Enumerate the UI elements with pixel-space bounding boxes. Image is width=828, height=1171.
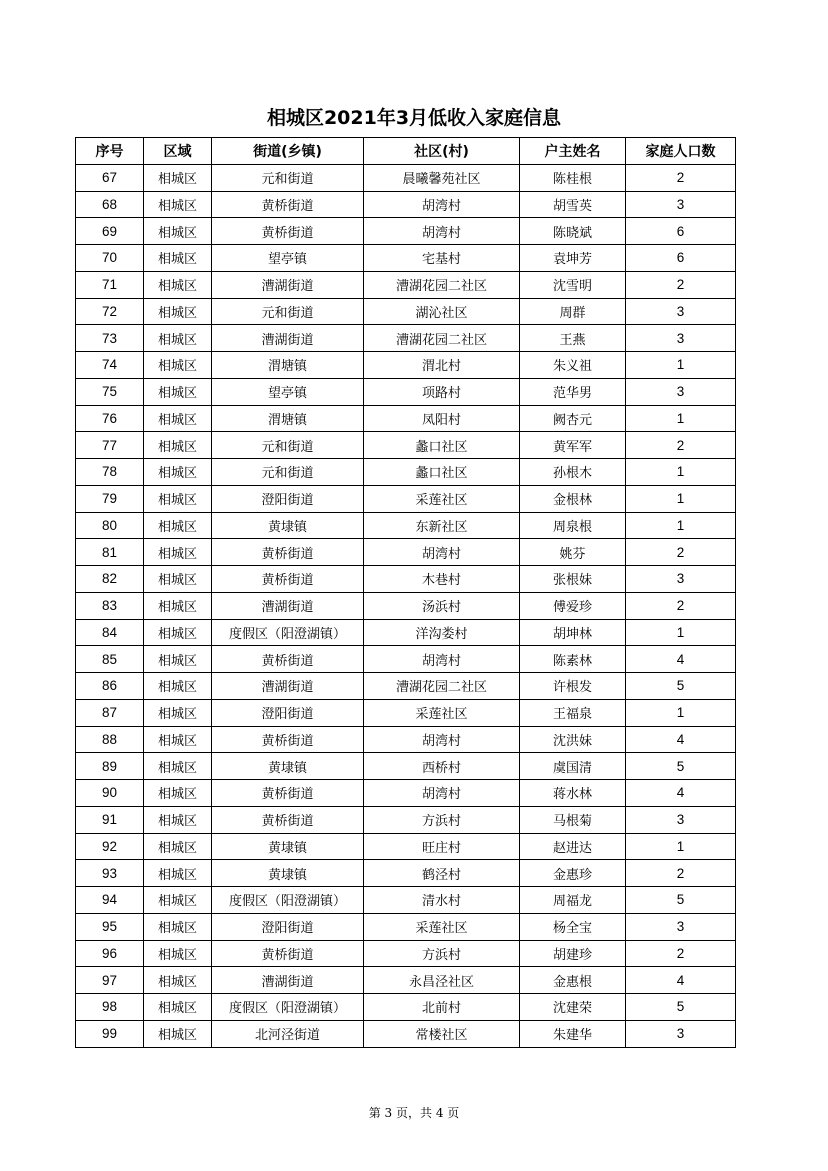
cell-family-size: 4 [626,780,736,807]
cell-family-size: 3 [626,378,736,405]
cell-householder: 袁坤芳 [520,245,626,272]
cell-householder: 金惠根 [520,967,626,994]
cell-serial: 99 [76,1020,144,1047]
cell-community: 漕湖花园二社区 [364,673,520,700]
cell-region: 相城区 [144,699,212,726]
cell-householder: 蒋水林 [520,780,626,807]
cell-community: 胡湾村 [364,726,520,753]
cell-householder: 金根林 [520,485,626,512]
table-row [76,753,736,780]
cell-street: 漕湖街道 [212,673,364,700]
table-row [76,566,736,593]
cell-family-size: 2 [626,271,736,298]
cell-householder: 姚芬 [520,539,626,566]
cell-family-size: 3 [626,806,736,833]
cell-community: 方浜村 [364,940,520,967]
cell-street: 漕湖街道 [212,271,364,298]
cell-serial: 97 [76,967,144,994]
cell-region: 相城区 [144,619,212,646]
cell-family-size: 3 [626,298,736,325]
cell-community: 北前村 [364,994,520,1021]
cell-householder: 阙杏元 [520,405,626,432]
cell-region: 相城区 [144,860,212,887]
cell-community: 胡湾村 [364,539,520,566]
cell-community: 胡湾村 [364,780,520,807]
cell-community: 胡湾村 [364,218,520,245]
cell-street: 度假区（阳澄湖镇） [212,619,364,646]
header-family-size: 家庭人口数 [626,138,736,165]
table-body [76,164,736,1047]
cell-community: 凤阳村 [364,405,520,432]
table-row [76,592,736,619]
cell-street: 澄阳街道 [212,699,364,726]
cell-serial: 94 [76,887,144,914]
cell-region: 相城区 [144,405,212,432]
cell-family-size: 1 [626,405,736,432]
cell-householder: 许根发 [520,673,626,700]
header-street: 街道(乡镇) [212,138,364,165]
cell-householder: 胡建珍 [520,940,626,967]
table-row [76,459,736,486]
cell-serial: 71 [76,271,144,298]
cell-family-size: 4 [626,646,736,673]
cell-serial: 83 [76,592,144,619]
cell-community: 清水村 [364,887,520,914]
cell-community: 漕湖花园二社区 [364,271,520,298]
table-row [76,699,736,726]
cell-street: 漕湖街道 [212,325,364,352]
cell-region: 相城区 [144,485,212,512]
cell-region: 相城区 [144,539,212,566]
cell-street: 黄埭镇 [212,833,364,860]
table-row [76,833,736,860]
cell-family-size: 1 [626,512,736,539]
table-row [76,298,736,325]
table-row [76,218,736,245]
table-row [76,967,736,994]
cell-community: 湖沁社区 [364,298,520,325]
table-header [76,138,736,165]
cell-street: 望亭镇 [212,245,364,272]
table-row [76,245,736,272]
cell-street: 渭塘镇 [212,405,364,432]
cell-street: 元和街道 [212,432,364,459]
cell-street: 望亭镇 [212,378,364,405]
cell-householder: 胡坤林 [520,619,626,646]
cell-family-size: 5 [626,673,736,700]
cell-street: 元和街道 [212,164,364,191]
table-row [76,325,736,352]
table-row [76,352,736,379]
cell-region: 相城区 [144,1020,212,1047]
cell-community: 项路村 [364,378,520,405]
table-row [76,994,736,1021]
cell-street: 渭塘镇 [212,352,364,379]
cell-family-size: 2 [626,592,736,619]
table-row [76,164,736,191]
cell-region: 相城区 [144,994,212,1021]
cell-community: 采莲社区 [364,485,520,512]
table-row [76,432,736,459]
cell-serial: 77 [76,432,144,459]
table-row [76,913,736,940]
cell-region: 相城区 [144,967,212,994]
cell-serial: 81 [76,539,144,566]
page-title: 相城区2021年3月低收入家庭信息 [266,107,562,129]
cell-serial: 75 [76,378,144,405]
cell-serial: 70 [76,245,144,272]
cell-family-size: 1 [626,619,736,646]
cell-serial: 67 [76,164,144,191]
table-row [76,673,736,700]
cell-community: 晨曦馨苑社区 [364,164,520,191]
cell-serial: 92 [76,833,144,860]
cell-family-size: 3 [626,191,736,218]
cell-householder: 沈洪妹 [520,726,626,753]
cell-serial: 76 [76,405,144,432]
cell-street: 黄桥街道 [212,539,364,566]
cell-region: 相城区 [144,833,212,860]
cell-street: 元和街道 [212,459,364,486]
cell-serial: 73 [76,325,144,352]
cell-region: 相城区 [144,378,212,405]
cell-community: 蠡口社区 [364,459,520,486]
cell-householder: 陈素林 [520,646,626,673]
cell-family-size: 2 [626,860,736,887]
cell-householder: 王福泉 [520,699,626,726]
cell-family-size: 6 [626,245,736,272]
cell-serial: 74 [76,352,144,379]
cell-householder: 赵进达 [520,833,626,860]
table-row [76,806,736,833]
cell-family-size: 6 [626,218,736,245]
cell-community: 东新社区 [364,512,520,539]
cell-street: 黄桥街道 [212,806,364,833]
cell-householder: 胡雪英 [520,191,626,218]
cell-serial: 98 [76,994,144,1021]
cell-family-size: 3 [626,913,736,940]
cell-serial: 96 [76,940,144,967]
cell-householder: 杨全宝 [520,913,626,940]
table-row [76,191,736,218]
table-row [76,485,736,512]
cell-community: 旺庄村 [364,833,520,860]
cell-region: 相城区 [144,592,212,619]
cell-householder: 马根菊 [520,806,626,833]
cell-street: 北河泾街道 [212,1020,364,1047]
table-row [76,646,736,673]
cell-serial: 90 [76,780,144,807]
table-row [76,860,736,887]
cell-region: 相城区 [144,673,212,700]
cell-householder: 孙根木 [520,459,626,486]
header-serial: 序号 [76,138,144,165]
cell-region: 相城区 [144,245,212,272]
cell-community: 胡湾村 [364,191,520,218]
cell-region: 相城区 [144,191,212,218]
cell-community: 洋沟娄村 [364,619,520,646]
cell-community: 汤浜村 [364,592,520,619]
cell-householder: 朱建华 [520,1020,626,1047]
table-row [76,726,736,753]
cell-serial: 78 [76,459,144,486]
cell-street: 澄阳街道 [212,485,364,512]
cell-region: 相城区 [144,325,212,352]
cell-family-size: 5 [626,887,736,914]
header-row [76,138,736,165]
cell-street: 黄桥街道 [212,566,364,593]
cell-region: 相城区 [144,913,212,940]
cell-serial: 79 [76,485,144,512]
table-row [76,887,736,914]
cell-community: 采莲社区 [364,699,520,726]
cell-serial: 87 [76,699,144,726]
page-footer: 第 3 页，共 4 页 [368,1106,460,1120]
cell-serial: 88 [76,726,144,753]
cell-region: 相城区 [144,164,212,191]
cell-householder: 周福龙 [520,887,626,914]
cell-street: 元和街道 [212,298,364,325]
cell-street: 度假区（阳澄湖镇） [212,887,364,914]
cell-community: 永昌泾社区 [364,967,520,994]
cell-serial: 72 [76,298,144,325]
cell-region: 相城区 [144,298,212,325]
cell-householder: 周群 [520,298,626,325]
table-row [76,780,736,807]
cell-householder: 沈建荣 [520,994,626,1021]
cell-community: 渭北村 [364,352,520,379]
cell-community: 漕湖花园二社区 [364,325,520,352]
cell-family-size: 1 [626,352,736,379]
table-row [76,539,736,566]
cell-community: 西桥村 [364,753,520,780]
cell-community: 木巷村 [364,566,520,593]
cell-region: 相城区 [144,726,212,753]
cell-serial: 91 [76,806,144,833]
cell-region: 相城区 [144,940,212,967]
cell-family-size: 2 [626,164,736,191]
cell-street: 澄阳街道 [212,913,364,940]
cell-householder: 陈桂根 [520,164,626,191]
cell-family-size: 2 [626,539,736,566]
cell-serial: 93 [76,860,144,887]
cell-family-size: 5 [626,753,736,780]
cell-community: 鹤泾村 [364,860,520,887]
cell-family-size: 3 [626,325,736,352]
header-householder: 户主姓名 [520,138,626,165]
cell-street: 度假区（阳澄湖镇） [212,994,364,1021]
household-table [75,137,736,1048]
cell-family-size: 1 [626,833,736,860]
table-row [76,512,736,539]
cell-family-size: 3 [626,1020,736,1047]
cell-householder: 金惠珍 [520,860,626,887]
cell-region: 相城区 [144,887,212,914]
cell-region: 相城区 [144,218,212,245]
cell-serial: 80 [76,512,144,539]
table-row [76,619,736,646]
cell-community: 采莲社区 [364,913,520,940]
cell-family-size: 5 [626,994,736,1021]
cell-street: 黄桥街道 [212,780,364,807]
header-community: 社区(村) [364,138,520,165]
cell-community: 蠡口社区 [364,432,520,459]
table-row [76,1020,736,1047]
cell-street: 黄桥街道 [212,940,364,967]
cell-serial: 84 [76,619,144,646]
cell-street: 黄埭镇 [212,753,364,780]
cell-street: 黄埭镇 [212,860,364,887]
cell-region: 相城区 [144,566,212,593]
cell-family-size: 2 [626,940,736,967]
cell-region: 相城区 [144,512,212,539]
cell-region: 相城区 [144,806,212,833]
cell-street: 黄桥街道 [212,646,364,673]
cell-community: 常楼社区 [364,1020,520,1047]
cell-region: 相城区 [144,459,212,486]
cell-serial: 95 [76,913,144,940]
table-row [76,405,736,432]
cell-householder: 王燕 [520,325,626,352]
cell-serial: 82 [76,566,144,593]
cell-region: 相城区 [144,753,212,780]
cell-region: 相城区 [144,646,212,673]
cell-householder: 周泉根 [520,512,626,539]
cell-householder: 范华男 [520,378,626,405]
table-row [76,940,736,967]
cell-family-size: 2 [626,432,736,459]
cell-street: 漕湖街道 [212,967,364,994]
cell-family-size: 3 [626,566,736,593]
cell-family-size: 1 [626,485,736,512]
cell-community: 胡湾村 [364,646,520,673]
header-region: 区域 [144,138,212,165]
cell-serial: 86 [76,673,144,700]
cell-region: 相城区 [144,271,212,298]
cell-householder: 沈雪明 [520,271,626,298]
table-row [76,271,736,298]
cell-community: 方浜村 [364,806,520,833]
cell-region: 相城区 [144,432,212,459]
cell-serial: 85 [76,646,144,673]
cell-family-size: 1 [626,699,736,726]
cell-householder: 张根妹 [520,566,626,593]
cell-householder: 虞国清 [520,753,626,780]
cell-community: 宅基村 [364,245,520,272]
cell-region: 相城区 [144,780,212,807]
cell-family-size: 4 [626,967,736,994]
table-row [76,378,736,405]
cell-street: 漕湖街道 [212,592,364,619]
cell-serial: 68 [76,191,144,218]
cell-serial: 89 [76,753,144,780]
cell-family-size: 1 [626,459,736,486]
cell-householder: 黄军军 [520,432,626,459]
cell-street: 黄桥街道 [212,191,364,218]
cell-region: 相城区 [144,352,212,379]
cell-householder: 傅爱珍 [520,592,626,619]
cell-householder: 陈晓斌 [520,218,626,245]
cell-street: 黄埭镇 [212,512,364,539]
cell-family-size: 4 [626,726,736,753]
cell-serial: 69 [76,218,144,245]
cell-street: 黄桥街道 [212,218,364,245]
cell-street: 黄桥街道 [212,726,364,753]
cell-householder: 朱义祖 [520,352,626,379]
